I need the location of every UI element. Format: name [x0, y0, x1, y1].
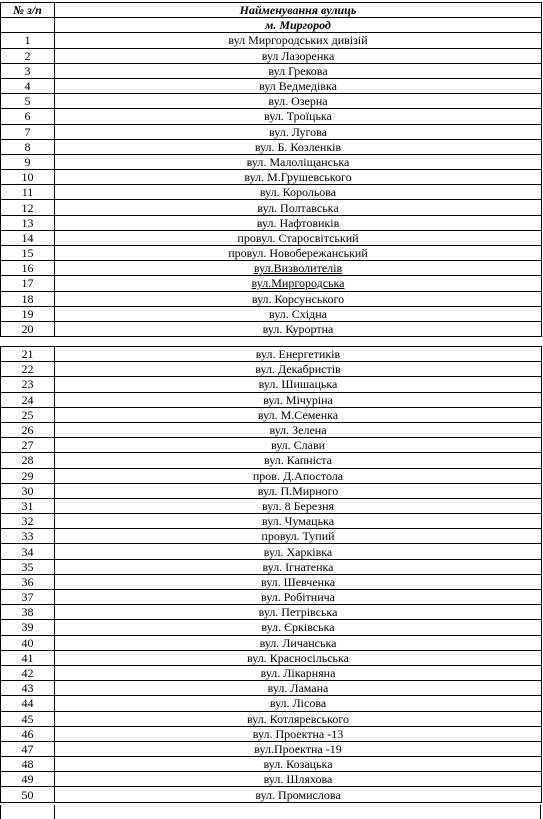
street-name: вул. Східна — [55, 306, 542, 321]
row-number: 38 — [1, 605, 55, 620]
row-number: 37 — [1, 590, 55, 605]
row-number: 45 — [1, 711, 55, 726]
table-row — [1, 665, 542, 680]
street-name: вул. Декабристів — [55, 362, 542, 377]
header-row — [1, 3, 542, 18]
table-row — [1, 468, 542, 483]
street-name: вул.Миргородська — [55, 276, 542, 291]
row-number: 14 — [1, 230, 55, 245]
street-name: пров. Д.Апостола — [55, 468, 542, 483]
street-name: вул. Шишацька — [55, 377, 542, 392]
row-number: 15 — [1, 246, 55, 261]
street-name: вул. Корольова — [55, 185, 542, 200]
table-row — [1, 246, 542, 261]
table-row — [1, 200, 542, 215]
street-name: вул. Б. Козленків — [55, 139, 542, 154]
table-row — [1, 139, 542, 154]
table-row — [1, 124, 542, 139]
row-number: 12 — [1, 200, 55, 215]
street-name: вул. Промислова — [55, 787, 542, 802]
street-name: вул. Троїцька — [55, 109, 542, 124]
row-number: 10 — [1, 170, 55, 185]
street-name: вул Миргородських дивізій — [55, 33, 542, 48]
street-name: вул. Нафтовиків — [55, 215, 542, 230]
header-number: № з/п — [1, 3, 55, 18]
street-name: вул. Капніста — [55, 453, 542, 468]
table-row — [1, 650, 542, 665]
street-name: вул. Ігнатенка — [55, 559, 542, 574]
street-name: вул. Козацька — [55, 757, 542, 772]
table-row — [1, 422, 542, 437]
row-number: 30 — [1, 483, 55, 498]
street-name: вул. Корсунського — [55, 291, 542, 306]
street-name: вул. Полтавська — [55, 200, 542, 215]
street-name: вул. Красносільська — [55, 650, 542, 665]
row-number: 7 — [1, 124, 55, 139]
row-number: 29 — [1, 468, 55, 483]
row-number: 42 — [1, 665, 55, 680]
table-border-right — [540, 805, 541, 819]
table-row — [1, 321, 542, 336]
street-name: провул. Тупий — [55, 529, 542, 544]
row-number: 34 — [1, 544, 55, 559]
row-number: 4 — [1, 78, 55, 93]
table-row — [1, 33, 542, 48]
row-number: 16 — [1, 261, 55, 276]
street-name: вул. М.Грушевського — [55, 170, 542, 185]
street-name: вул. Слави — [55, 438, 542, 453]
header-street-name: Найменування вулиць — [55, 3, 542, 18]
table-row — [1, 696, 542, 711]
row-number: 23 — [1, 377, 55, 392]
city-row — [1, 18, 542, 33]
table-row — [1, 772, 542, 787]
street-name: вул.Визволителів — [55, 261, 542, 276]
table-row — [1, 185, 542, 200]
table-row — [1, 306, 542, 321]
city-number-cell — [1, 18, 55, 33]
row-number: 46 — [1, 726, 55, 741]
row-number: 22 — [1, 362, 55, 377]
streets-table-part-1 — [0, 2, 542, 337]
table-row — [1, 276, 542, 291]
row-number: 20 — [1, 321, 55, 336]
row-number: 32 — [1, 514, 55, 529]
table-row — [1, 529, 542, 544]
table-row — [1, 757, 542, 772]
row-number: 5 — [1, 94, 55, 109]
street-name: вул. Чумацька — [55, 514, 542, 529]
table-row — [1, 741, 542, 756]
table-row — [1, 215, 542, 230]
table-row — [1, 261, 542, 276]
row-number: 35 — [1, 559, 55, 574]
table-row — [1, 109, 542, 124]
table-row — [1, 230, 542, 245]
table-row — [1, 438, 542, 453]
streets-table-part-2 — [0, 346, 542, 803]
row-number: 26 — [1, 422, 55, 437]
row-number: 47 — [1, 741, 55, 756]
row-number: 36 — [1, 574, 55, 589]
street-name: вул. Ламана — [55, 681, 542, 696]
table-row — [1, 407, 542, 422]
street-name: вул. Шевченка — [55, 574, 542, 589]
row-number: 3 — [1, 63, 55, 78]
row-number: 24 — [1, 392, 55, 407]
table-row — [1, 787, 542, 802]
row-number: 11 — [1, 185, 55, 200]
table-row — [1, 377, 542, 392]
street-name: провул. Новобережанський — [55, 246, 542, 261]
table-row — [1, 453, 542, 468]
street-name: вул. Харківка — [55, 544, 542, 559]
table-row — [1, 711, 542, 726]
table-row — [1, 590, 542, 605]
street-name: вул. 8 Березня — [55, 498, 542, 513]
table-row — [1, 291, 542, 306]
table-row — [1, 94, 542, 109]
street-name: вул. Мічуріна — [55, 392, 542, 407]
row-number: 2 — [1, 48, 55, 63]
row-number: 6 — [1, 109, 55, 124]
table-row — [1, 605, 542, 620]
table-border-middle — [54, 805, 55, 819]
street-name: вул. Котляревського — [55, 711, 542, 726]
table-row — [1, 347, 542, 362]
table-row — [1, 635, 542, 650]
row-number: 28 — [1, 453, 55, 468]
table-row — [1, 544, 542, 559]
street-name: вул. Малоліщанська — [55, 154, 542, 169]
street-name: вул. Зелена — [55, 422, 542, 437]
row-number: 50 — [1, 787, 55, 802]
row-number: 43 — [1, 681, 55, 696]
row-number: 19 — [1, 306, 55, 321]
table-row — [1, 681, 542, 696]
street-name: вул. Енергетиків — [55, 347, 542, 362]
table-row — [1, 726, 542, 741]
street-name: вул. Лікарняна — [55, 665, 542, 680]
row-number: 49 — [1, 772, 55, 787]
table-row — [1, 170, 542, 185]
table-row — [1, 392, 542, 407]
street-name: вул. Озерна — [55, 94, 542, 109]
street-name: вул. Лугова — [55, 124, 542, 139]
row-number: 44 — [1, 696, 55, 711]
table-row — [1, 78, 542, 93]
row-number: 48 — [1, 757, 55, 772]
row-number: 40 — [1, 635, 55, 650]
street-name: вул Ведмедівка — [55, 78, 542, 93]
street-name: вул.Проектна -19 — [55, 741, 542, 756]
row-number: 31 — [1, 498, 55, 513]
row-number: 17 — [1, 276, 55, 291]
row-number: 21 — [1, 347, 55, 362]
row-number: 1 — [1, 33, 55, 48]
table-row — [1, 154, 542, 169]
street-name: вул. Робітнича — [55, 590, 542, 605]
row-number: 13 — [1, 215, 55, 230]
table-row — [1, 63, 542, 78]
table-row — [1, 514, 542, 529]
street-name: вул. Личанська — [55, 635, 542, 650]
street-name: вул Грекова — [55, 63, 542, 78]
row-number: 39 — [1, 620, 55, 635]
city-name: м. Миргород — [55, 18, 542, 33]
table-border-left — [0, 805, 1, 819]
table-row — [1, 498, 542, 513]
street-name: вул Лазоренка — [55, 48, 542, 63]
street-name: вул. Єрківська — [55, 620, 542, 635]
street-name: вул. Лісова — [55, 696, 542, 711]
street-name: провул. Старосвітський — [55, 230, 542, 245]
row-number: 33 — [1, 529, 55, 544]
row-number: 8 — [1, 139, 55, 154]
table-row — [1, 559, 542, 574]
street-name: вул. П.Мирного — [55, 483, 542, 498]
street-name: вул. Шляхова — [55, 772, 542, 787]
street-name: вул. М.Семенка — [55, 407, 542, 422]
row-number: 18 — [1, 291, 55, 306]
table-continuation — [0, 805, 541, 819]
street-name: вул. Проектна -13 — [55, 726, 542, 741]
table-row — [1, 620, 542, 635]
table-row — [1, 362, 542, 377]
table-row — [1, 574, 542, 589]
row-number: 25 — [1, 407, 55, 422]
row-number: 41 — [1, 650, 55, 665]
street-name: вул. Курортна — [55, 321, 542, 336]
table-row — [1, 48, 542, 63]
row-number: 27 — [1, 438, 55, 453]
table-row — [1, 483, 542, 498]
street-name: вул. Петрівська — [55, 605, 542, 620]
row-number: 9 — [1, 154, 55, 169]
